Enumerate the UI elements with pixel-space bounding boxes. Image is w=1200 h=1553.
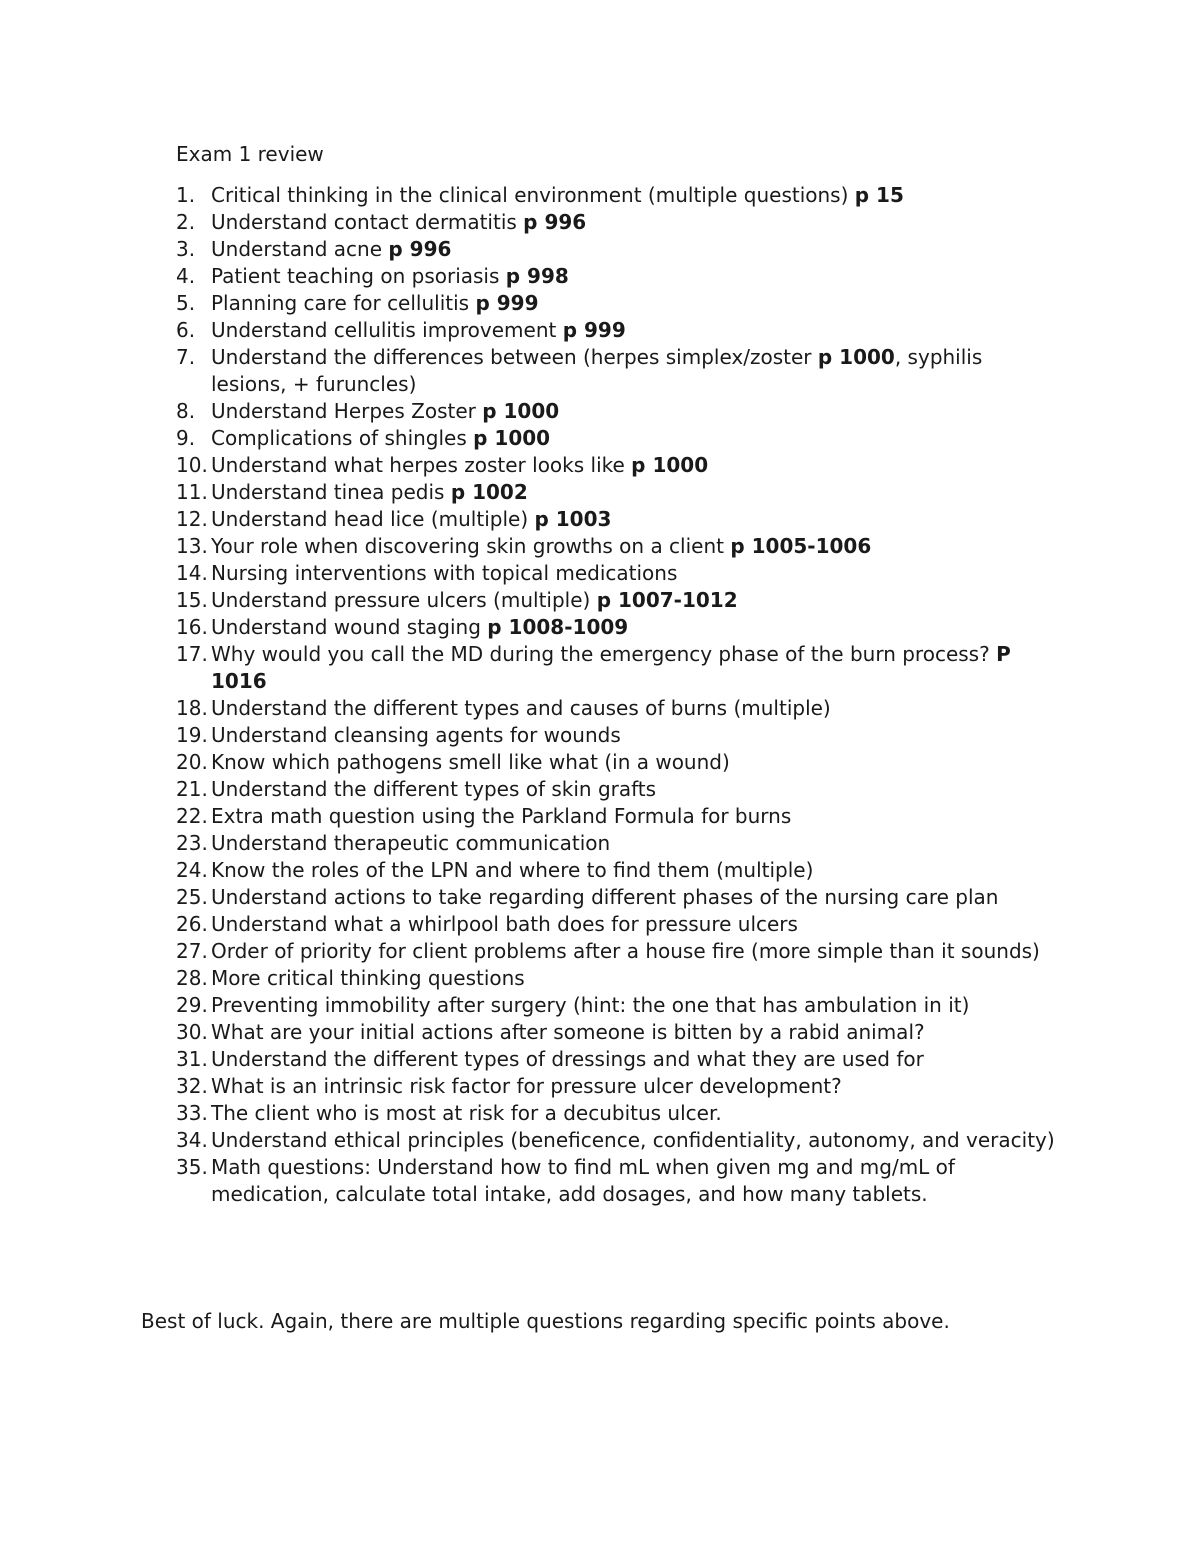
item-number: 21. — [176, 777, 208, 801]
review-item — [0, 830, 1200, 857]
item-number: 10. — [176, 453, 208, 477]
item-text: Know the roles of the LPN and where to find them (multiple) — [211, 858, 814, 882]
page-reference: p 1000 — [631, 453, 709, 477]
item-number: 9. — [176, 426, 196, 450]
item-number: 18. — [176, 696, 208, 720]
item-text: Understand cleansing agents for wounds — [211, 723, 621, 747]
item-number: 32. — [176, 1074, 208, 1098]
item-number: 33. — [176, 1101, 208, 1125]
review-item — [0, 560, 1200, 587]
page-reference: p 1003 — [534, 507, 612, 531]
item-number: 27. — [176, 939, 208, 963]
item-number: 35. — [176, 1155, 208, 1179]
review-item — [0, 317, 1200, 344]
item-text: Understand cellulitis improvement — [211, 318, 563, 342]
page-reference: p 1000 — [482, 399, 560, 423]
review-item — [0, 614, 1200, 641]
item-number: 26. — [176, 912, 208, 936]
item-text: Understand the different types and causes of burns (multiple) — [211, 696, 831, 720]
review-item — [0, 965, 1200, 992]
item-number: 30. — [176, 1020, 208, 1044]
review-item — [0, 695, 1200, 722]
item-text: Your role when discovering skin growths on a client — [211, 534, 731, 558]
item-text: Complications of shingles — [211, 426, 474, 450]
item-text: Know which pathogens smell like what (in a wound) — [211, 750, 730, 774]
review-item — [0, 803, 1200, 830]
item-number: 15. — [176, 588, 208, 612]
review-item — [0, 884, 1200, 911]
item-number: 20. — [176, 750, 208, 774]
item-text: Understand wound staging — [211, 615, 488, 639]
item-text: Understand what herpes zoster looks like — [211, 453, 632, 477]
review-item — [0, 1154, 1200, 1208]
review-item — [0, 641, 1200, 695]
page-reference: p 996 — [523, 210, 587, 234]
item-text: Understand contact dermatitis — [211, 210, 524, 234]
item-number: 1. — [176, 183, 196, 207]
review-item — [0, 344, 1200, 398]
item-number: 8. — [176, 399, 196, 423]
item-text: Understand acne — [211, 237, 389, 261]
item-number: 12. — [176, 507, 208, 531]
review-item — [0, 506, 1200, 533]
page-reference: p 1002 — [450, 480, 528, 504]
item-number: 6. — [176, 318, 196, 342]
review-item — [0, 857, 1200, 884]
closing-note: Best of luck. Again, there are multiple questions regarding specific points above. — [141, 1309, 950, 1333]
page-reference: p 1008-1009 — [487, 615, 629, 639]
item-text: Order of priority for client problems after a house fire (more simple than it sounds) — [211, 939, 1040, 963]
page-reference: p 1007-1012 — [596, 588, 738, 612]
review-item — [0, 587, 1200, 614]
item-number: 24. — [176, 858, 208, 882]
page-reference: p 1005-1006 — [730, 534, 872, 558]
review-item — [0, 533, 1200, 560]
page-reference: p 996 — [388, 237, 452, 261]
review-item — [0, 1046, 1200, 1073]
review-item — [0, 722, 1200, 749]
review-item — [0, 1019, 1200, 1046]
review-item — [0, 1127, 1200, 1154]
item-number: 34. — [176, 1128, 208, 1152]
item-text: Understand the differences between (herpes simplex/zoster — [211, 345, 818, 369]
item-number: 22. — [176, 804, 208, 828]
item-text: , syphilis lesions, + furuncles) — [211, 345, 983, 396]
item-text: Understand Herpes Zoster — [211, 399, 483, 423]
item-number: 13. — [176, 534, 208, 558]
item-number: 11. — [176, 480, 208, 504]
item-text: Understand ethical principles (beneficence, confidentiality, autonomy, and veracity) — [211, 1128, 1055, 1152]
item-text: What is an intrinsic risk factor for pressure ulcer development? — [211, 1074, 842, 1098]
item-text: Understand pressure ulcers (multiple) — [211, 588, 597, 612]
item-number: 28. — [176, 966, 208, 990]
review-item — [0, 938, 1200, 965]
item-text: Understand head lice (multiple) — [211, 507, 535, 531]
page-reference: p 15 — [854, 183, 904, 207]
item-text: Extra math question using the Parkland Formula for burns — [211, 804, 792, 828]
item-number: 14. — [176, 561, 208, 585]
review-item — [0, 1100, 1200, 1127]
review-item — [0, 425, 1200, 452]
review-item — [0, 749, 1200, 776]
page-reference: p 998 — [505, 264, 569, 288]
item-text: Planning care for cellulitis — [211, 291, 476, 315]
review-item — [0, 1073, 1200, 1100]
review-item — [0, 236, 1200, 263]
item-text: Understand the different types of skin grafts — [211, 777, 657, 801]
item-number: 31. — [176, 1047, 208, 1071]
review-item — [0, 290, 1200, 317]
item-text: Understand tinea pedis — [211, 480, 451, 504]
item-number: 4. — [176, 264, 196, 288]
page-reference: P 1016 — [211, 642, 1011, 693]
review-item — [0, 911, 1200, 938]
item-number: 17. — [176, 642, 208, 666]
item-text: Understand the different types of dressings and what they are used for — [211, 1047, 924, 1071]
item-text: Understand therapeutic communication — [211, 831, 611, 855]
item-text: Patient teaching on psoriasis — [211, 264, 506, 288]
item-text: Understand what a whirlpool bath does for pressure ulcers — [211, 912, 798, 936]
item-text: Critical thinking in the clinical environment (multiple questions) — [211, 183, 855, 207]
page-reference: p 999 — [475, 291, 539, 315]
item-number: 29. — [176, 993, 208, 1017]
item-text: What are your initial actions after someone is bitten by a rabid animal? — [211, 1020, 925, 1044]
item-number: 2. — [176, 210, 196, 234]
item-text: Why would you call the MD during the emergency phase of the burn process? — [211, 642, 997, 666]
review-item — [0, 182, 1200, 209]
item-number: 16. — [176, 615, 208, 639]
item-number: 23. — [176, 831, 208, 855]
item-number: 19. — [176, 723, 208, 747]
item-text: More critical thinking questions — [211, 966, 525, 990]
document-title: Exam 1 review — [176, 142, 324, 166]
review-item — [0, 398, 1200, 425]
item-text: Preventing immobility after surgery (hint: the one that has ambulation in it) — [211, 993, 970, 1017]
review-item — [0, 452, 1200, 479]
item-text: Math questions: Understand how to find mL when given mg and mg/mL of medication, calculate total intake, add dosages, and how many tablets. — [211, 1155, 955, 1206]
item-number: 25. — [176, 885, 208, 909]
page-reference: p 999 — [562, 318, 626, 342]
page-reference: p 1000 — [817, 345, 895, 369]
review-item — [0, 992, 1200, 1019]
item-number: 5. — [176, 291, 196, 315]
review-item — [0, 209, 1200, 236]
item-number: 3. — [176, 237, 196, 261]
review-item — [0, 479, 1200, 506]
item-number: 7. — [176, 345, 196, 369]
item-text: Nursing interventions with topical medications — [211, 561, 678, 585]
item-text: The client who is most at risk for a decubitus ulcer. — [211, 1101, 722, 1125]
item-text: Understand actions to take regarding different phases of the nursing care plan — [211, 885, 999, 909]
page-reference: p 1000 — [473, 426, 551, 450]
review-list — [0, 182, 1200, 1208]
review-item — [0, 776, 1200, 803]
review-item — [0, 263, 1200, 290]
